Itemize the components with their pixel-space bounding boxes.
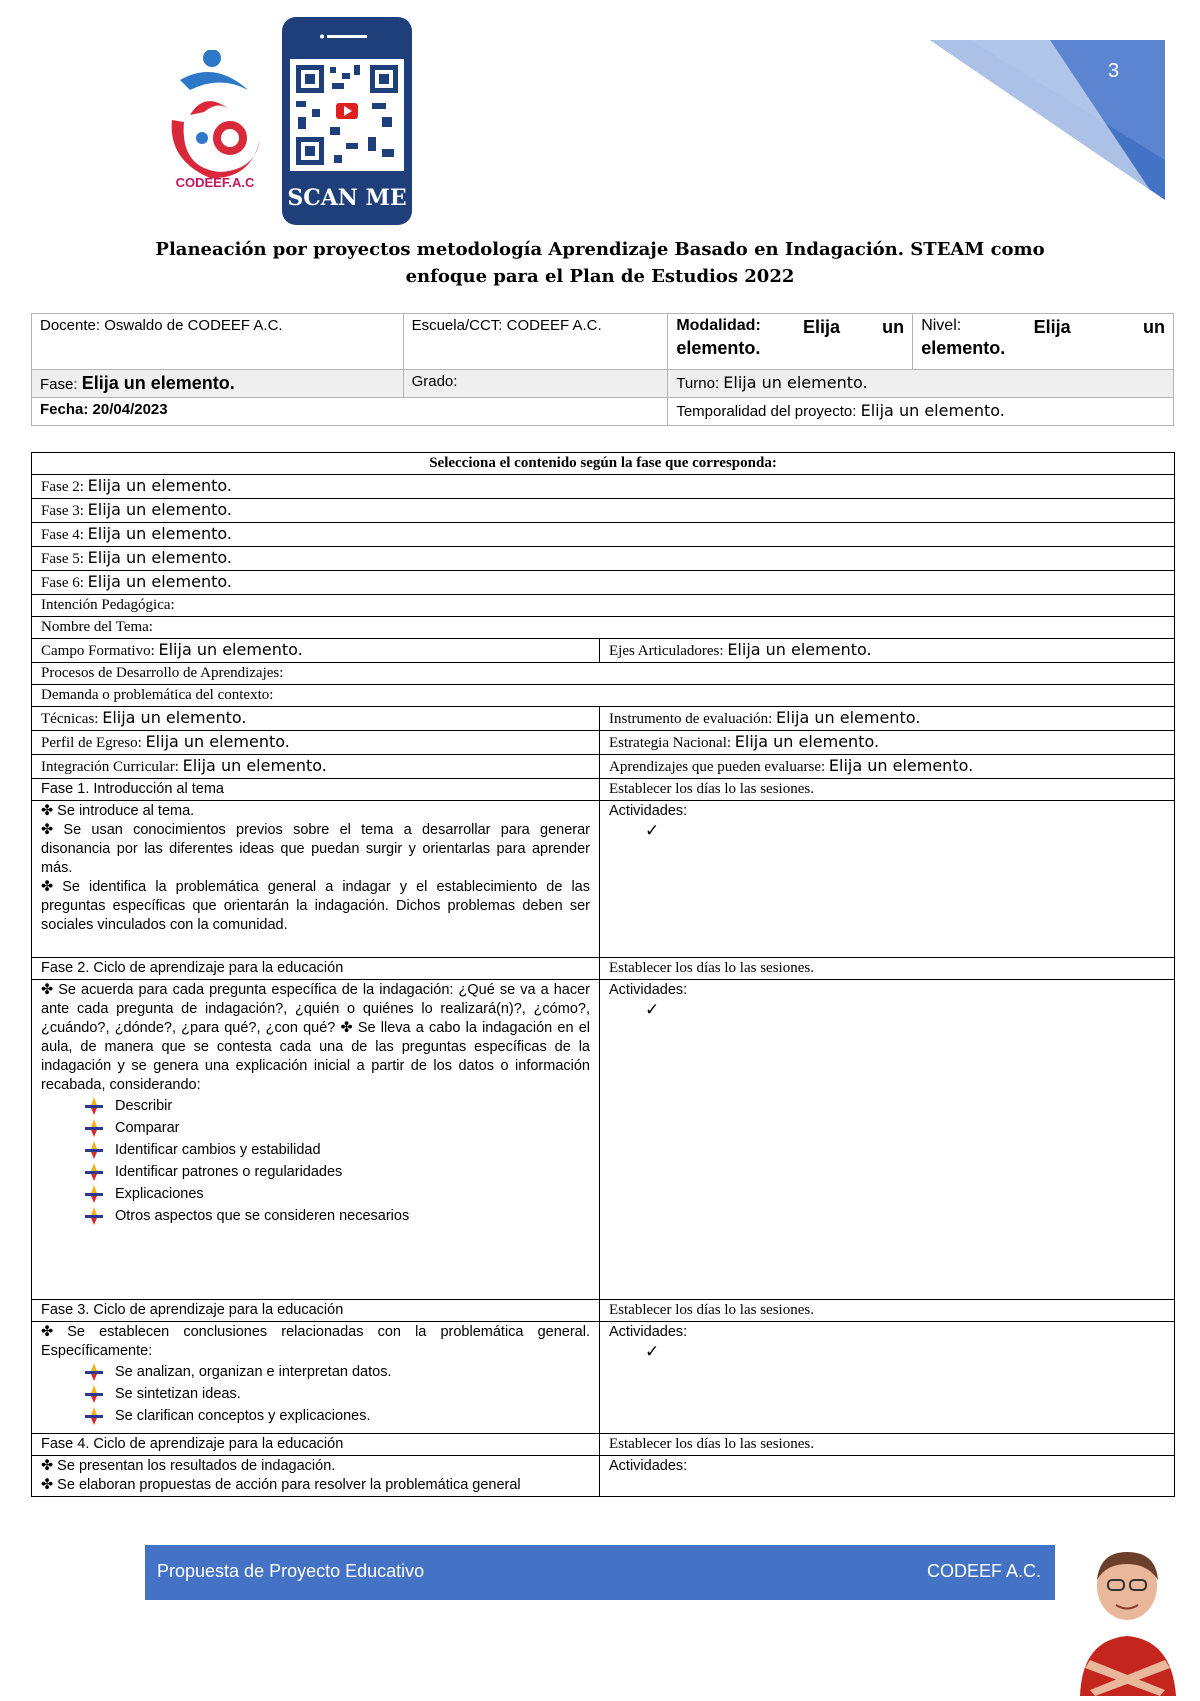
turno-cell[interactable] <box>668 370 1174 398</box>
fase-4-value: Elija un elemento. <box>87 524 232 543</box>
fecha-label: Fecha: <box>40 401 89 418</box>
fase2-title: Fase 2. Ciclo de aprendizaje para la educación <box>32 958 600 980</box>
escuela-cell: Escuela/CCT: CODEEF A.C. <box>403 314 668 370</box>
fase-3-label: Fase 3: <box>41 503 84 519</box>
avatar <box>1070 1550 1185 1696</box>
footer-right-text: CODEEF A.C. <box>926 1561 1041 1581</box>
perfil-value: Elija un elemento. <box>145 732 290 751</box>
fase2-check-icon: ✓ <box>645 1000 660 1019</box>
aprendizajes-value: Elija un elemento. <box>828 756 974 775</box>
page-number: 3 <box>1108 60 1120 82</box>
nivel-value-1: Elija <box>1033 317 1071 337</box>
fase3-check-icon: ✓ <box>645 1342 660 1361</box>
fase2-actividades-label: Actividades: <box>609 982 688 998</box>
fase4-actividades[interactable] <box>600 1456 1175 1497</box>
bullet-arrow-icon <box>85 1163 103 1181</box>
bullet-arrow-icon <box>85 1407 103 1425</box>
info-table <box>31 313 1174 426</box>
estrategia-cell[interactable] <box>600 731 1175 755</box>
campo-cell[interactable] <box>32 639 600 663</box>
tecnicas-value: Elija un elemento. <box>102 708 247 727</box>
fase2-sesiones[interactable]: Establecer los días lo las sesiones. <box>600 958 1175 980</box>
fase2-content <box>32 980 600 1300</box>
fase3-p1: ✤ Se establecen conclusiones relacionadas con la problemática general. Específicamente: <box>41 1324 590 1359</box>
fase-2-value: Elija un elemento. <box>87 476 232 495</box>
bullet-arrow-icon <box>85 1385 103 1403</box>
list-item: Se sintetizan ideas. <box>85 1383 590 1405</box>
grado-cell[interactable]: Grado: <box>403 370 668 398</box>
fase-value: Elija un elemento. <box>81 373 235 393</box>
fase1-content <box>32 801 600 958</box>
fase2-bullet-list <box>41 1095 590 1227</box>
fase3-actividades-label: Actividades: <box>609 1324 688 1340</box>
fase4-sesiones[interactable]: Establecer los días lo las sesiones. <box>600 1434 1175 1456</box>
docente-cell: Docente: Oswaldo de CODEEF A.C. <box>32 314 404 370</box>
tecnicas-label: Técnicas: <box>41 711 99 727</box>
aprendizajes-label: Aprendizajes que pueden evaluarse: <box>609 759 826 775</box>
list-item: Identificar patrones o regularidades <box>85 1161 590 1183</box>
fase-cell[interactable] <box>32 370 404 398</box>
list-item: Describir <box>85 1095 590 1117</box>
fase1-check-icon: ✓ <box>645 821 660 840</box>
modalidad-value-2: un <box>882 317 905 337</box>
fase-6-row[interactable] <box>32 571 1175 595</box>
list-item: Explicaciones <box>85 1183 590 1205</box>
nombre-tema-row[interactable]: Nombre del Tema: <box>32 617 1175 639</box>
campo-label: Campo Formativo: <box>41 643 155 659</box>
fase4-title: Fase 4. Ciclo de aprendizaje para la educación <box>32 1434 600 1456</box>
nivel-value-2: un <box>1142 317 1165 337</box>
turno-value: Elija un elemento. <box>723 373 868 392</box>
temporalidad-value: Elija un elemento. <box>860 401 1005 420</box>
codeef-logo <box>160 50 270 200</box>
procesos-row[interactable]: Procesos de Desarrollo de Aprendizajes: <box>32 663 1175 685</box>
turno-label: Turno: <box>676 375 720 392</box>
fase-label: Fase: <box>40 376 78 393</box>
corner-decoration <box>930 40 1165 200</box>
bullet-arrow-icon <box>85 1363 103 1381</box>
fecha-cell[interactable] <box>32 398 668 426</box>
modalidad-value-1: Elija <box>802 317 840 337</box>
fase-2-label: Fase 2: <box>41 479 84 495</box>
fase-3-value: Elija un elemento. <box>87 500 232 519</box>
fase2-actividades[interactable] <box>600 980 1175 1300</box>
fase-5-value: Elija un elemento. <box>87 548 232 567</box>
fase4-p1: ✤ Se presentan los resultados de indagación. <box>41 1458 336 1474</box>
perfil-cell[interactable] <box>32 731 600 755</box>
modalidad-label: Modalidad: <box>676 317 761 334</box>
instrumento-value: Elija un elemento. <box>776 708 921 727</box>
title-line-2: enfoque para el Plan de Estudios 2022 <box>405 266 795 287</box>
fase4-content <box>32 1456 600 1497</box>
document-title <box>150 236 1050 290</box>
list-item: Se analizan, organizan e interpretan datos. <box>85 1361 590 1383</box>
main-heading: Selecciona el contenido según la fase que corresponda: <box>32 453 1175 475</box>
intencion-row[interactable]: Intención Pedagógica: <box>32 595 1175 617</box>
fase-5-label: Fase 5: <box>41 551 84 567</box>
fase-4-row[interactable] <box>32 523 1175 547</box>
fase-3-row[interactable] <box>32 499 1175 523</box>
fase1-title: Fase 1. Introducción al tema <box>32 779 600 801</box>
ejes-value: Elija un elemento. <box>727 640 872 659</box>
instrumento-label: Instrumento de evaluación: <box>609 711 773 727</box>
qr-label: SCAN ME <box>287 185 407 211</box>
fase4-p2: ✤ Se elaboran propuestas de acción para resolver la problemática general <box>41 1477 521 1493</box>
ejes-cell[interactable] <box>600 639 1175 663</box>
aprendizajes-cell[interactable] <box>600 755 1175 779</box>
fase3-actividades[interactable] <box>600 1322 1175 1434</box>
fase3-content <box>32 1322 600 1434</box>
nivel-cell[interactable] <box>913 314 1174 370</box>
estrategia-value: Elija un elemento. <box>734 732 880 751</box>
fase1-p2: ✤ Se usan conocimientos previos sobre el tema a desarrollar para generar disonancia por las diferentes ideas que puedan surgir y orientarlas para aprender más. <box>41 822 590 876</box>
estrategia-label: Estrategia Nacional: <box>609 735 732 751</box>
list-item: Otros aspectos que se consideren necesarios <box>85 1205 590 1227</box>
integracion-cell[interactable] <box>32 755 600 779</box>
modalidad-value-3: elemento. <box>676 338 761 358</box>
fase4-actividades-label: Actividades: <box>609 1458 688 1474</box>
fase1-p1: ✤ Se introduce al tema. <box>41 803 195 819</box>
instrumento-cell[interactable] <box>600 707 1175 731</box>
nivel-label: Nivel: <box>921 317 962 334</box>
integracion-value: Elija un elemento. <box>182 756 327 775</box>
tecnicas-cell[interactable] <box>32 707 600 731</box>
fase3-bullet-list <box>41 1361 590 1427</box>
fase3-title: Fase 3. Ciclo de aprendizaje para la educación <box>32 1300 600 1322</box>
integracion-label: Integración Curricular: <box>41 759 179 775</box>
fase1-p3: ✤ Se identifica la problemática general a indagar y el establecimiento de las preguntas específicas que orientarán la indagación. Dichos problemas deben ser sociales vinculados con la comunidad. <box>41 879 590 933</box>
temporalidad-cell[interactable] <box>668 398 1174 426</box>
fase-5-row[interactable] <box>32 547 1175 571</box>
qr-code[interactable] <box>282 17 412 225</box>
footer-bar <box>145 1545 1055 1600</box>
bullet-arrow-icon <box>85 1141 103 1159</box>
fase1-actividades-label: Actividades: <box>609 803 688 819</box>
fase-2-row[interactable] <box>32 475 1175 499</box>
list-item: Comparar <box>85 1117 590 1139</box>
ejes-label: Ejes Articuladores: <box>609 643 724 659</box>
nivel-value-3: elemento. <box>921 338 1006 358</box>
fase-4-label: Fase 4: <box>41 527 84 543</box>
bullet-arrow-icon <box>85 1207 103 1225</box>
fecha-value: 20/04/2023 <box>92 401 168 418</box>
list-item: Identificar cambios y estabilidad <box>85 1139 590 1161</box>
modalidad-cell[interactable] <box>668 314 913 370</box>
list-item: Se clarifican conceptos y explicaciones. <box>85 1405 590 1427</box>
perfil-label: Perfil de Egreso: <box>41 735 142 751</box>
fase-6-label: Fase 6: <box>41 575 84 591</box>
fase-6-value: Elija un elemento. <box>87 572 232 591</box>
campo-value: Elija un elemento. <box>158 640 303 659</box>
bullet-arrow-icon <box>85 1119 103 1137</box>
title-line-1: Planeación por proyectos metodología Aprendizaje Basado en Indagación. STEAM como <box>155 239 1045 260</box>
bullet-arrow-icon <box>85 1185 103 1203</box>
logo-text: CODEEF.A.C <box>175 175 255 190</box>
temporalidad-label: Temporalidad del proyecto: <box>676 403 857 420</box>
fase1-sesiones[interactable]: Establecer los días lo las sesiones. <box>600 779 1175 801</box>
demanda-row[interactable]: Demanda o problemática del contexto: <box>32 685 1175 707</box>
footer-left-text: Propuesta de Proyecto Educativo <box>157 1561 425 1581</box>
bullet-arrow-icon <box>85 1097 103 1115</box>
fase2-p1: ✤ Se acuerda para cada pregunta específica de la indagación: ¿Qué se va a hacer ante cada pregunta de indagación?, ¿quién o quiénes lo realizará(n)?, ¿cómo?, ¿cuándo?, ¿dónde?, ¿para qué?, ¿con qué? ✤ Se lleva a cabo la indagación en el aula, de manera que se contesta cada una de las preguntas específicas de la indagación y se genera una explicación inicial a partir de los datos o información recabada, considerando: <box>41 982 590 1093</box>
main-table <box>31 452 1175 1497</box>
fase3-sesiones[interactable]: Establecer los días lo las sesiones. <box>600 1300 1175 1322</box>
fase1-actividades[interactable] <box>600 801 1175 958</box>
